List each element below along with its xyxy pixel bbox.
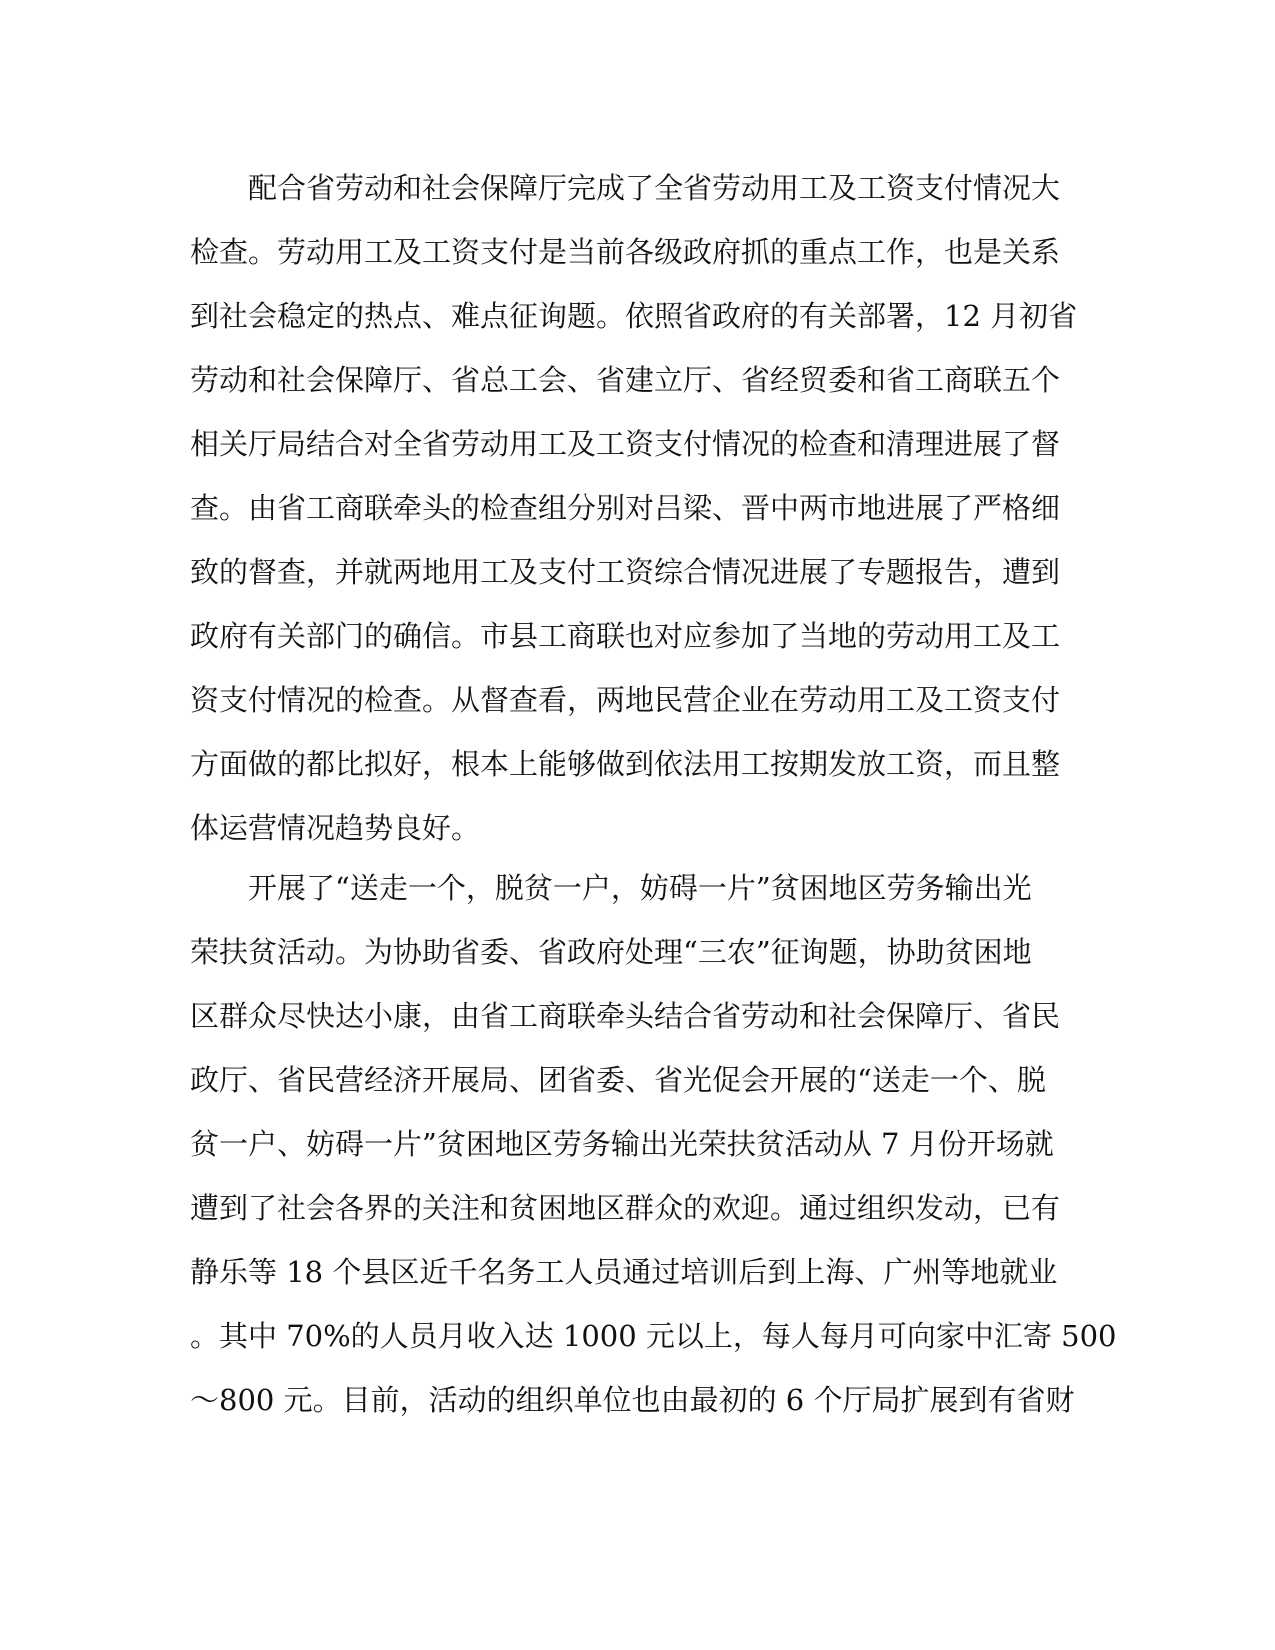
paragraph-line: 贫一户、妨碍一片”贫困地区劳务输出光荣扶贫活动从 7 月份开场就	[190, 1127, 1054, 1161]
paragraph-line: 到社会稳定的热点、难点征询题。依照省政府的有关部署，12 月初省	[190, 299, 1078, 333]
paragraph-line: 资支付情况的检查。从督查看，两地民营企业在劳动用工及工资支付	[190, 683, 1061, 717]
paragraph-line: 致的督查，并就两地用工及支付工资综合情况进展了专题报告，遭到	[190, 555, 1061, 589]
paragraph-line: 遭到了社会各界的关注和贫困地区群众的欢迎。通过组织发动，已有	[190, 1191, 1061, 1225]
paragraph-line: 相关厅局结合对全省劳动用工及工资支付情况的检查和清理进展了督	[190, 427, 1061, 461]
paragraph-line: 。其中 70%的人员月收入达 1000 元以上，每人每月可向家中汇寄 500	[190, 1319, 1117, 1353]
paragraph-line: 劳动和社会保障厅、省总工会、省建立厅、省经贸委和省工商联五个	[190, 363, 1061, 397]
paragraph-line: 政厅、省民营经济开展局、团省委、省光促会开展的“送走一个、脱	[190, 1063, 1046, 1097]
paragraph-line: 荣扶贫活动。为协助省委、省政府处理“三农”征询题，协助贫困地	[190, 935, 1032, 969]
paragraph-line: ～800 元。目前，活动的组织单位也由最初的 6 个厅局扩展到有省财	[190, 1383, 1075, 1417]
paragraph-line: 配合省劳动和社会保障厅完成了全省劳动用工及工资支付情况大	[248, 171, 1061, 205]
paragraph-line: 体运营情况趋势良好。	[190, 811, 481, 845]
paragraph-line: 区群众尽快达小康，由省工商联牵头结合省劳动和社会保障厅、省民	[190, 999, 1061, 1033]
paragraph-line: 政府有关部门的确信。市县工商联也对应参加了当地的劳动用工及工	[190, 619, 1061, 653]
paragraph-line: 检查。劳动用工及工资支付是当前各级政府抓的重点工作，也是关系	[190, 235, 1061, 269]
paragraph-2	[190, 856, 1117, 1432]
paragraph-line: 方面做的都比拟好，根本上能够做到依法用工按期发放工资，而且整	[190, 747, 1061, 781]
paragraph-line: 开展了“送走一个，脱贫一户，妨碍一片”贫困地区劳务输出光	[248, 871, 1032, 905]
paragraph-line: 查。由省工商联牵头的检查组分别对吕梁、晋中两市地进展了严格细	[190, 491, 1061, 525]
paragraph-line: 静乐等 18 个县区近千名务工人员通过培训后到上海、广州等地就业	[190, 1255, 1058, 1289]
paragraph-1	[190, 156, 1078, 860]
